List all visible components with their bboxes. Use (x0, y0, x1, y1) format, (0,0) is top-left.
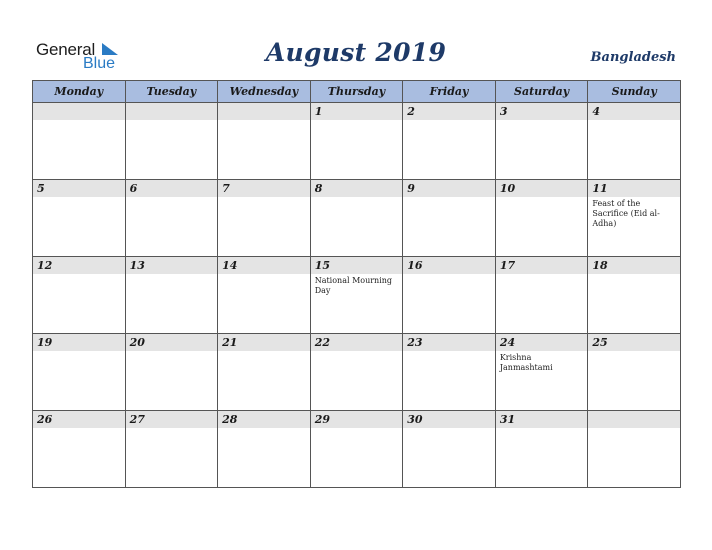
day-number: 27 (126, 411, 218, 428)
day-cell (33, 180, 126, 257)
holiday-note: Feast of the Sacrifice (Eid al-Adha) (592, 199, 660, 228)
day-number: 22 (311, 334, 403, 351)
weekday-header-row (33, 81, 681, 103)
day-cell (495, 411, 588, 488)
day-cell (33, 334, 126, 411)
day-cell (588, 180, 681, 257)
holiday-note (588, 351, 680, 353)
calendar-grid (32, 80, 681, 488)
day-number: 7 (218, 180, 310, 197)
logo-text-blue: Blue (83, 55, 116, 72)
day-number: 4 (588, 103, 680, 120)
holiday-note (403, 351, 495, 353)
holiday-note (496, 274, 588, 276)
day-cell (588, 411, 681, 488)
day-number: 13 (126, 257, 218, 274)
day-number: 31 (496, 411, 588, 428)
day-number: 21 (218, 334, 310, 351)
holiday-note (403, 120, 495, 122)
holiday-note (218, 428, 310, 430)
holiday-note (126, 274, 218, 276)
day-cell (495, 334, 588, 411)
week-row (33, 257, 681, 334)
day-cell (403, 180, 496, 257)
day-number: 8 (311, 180, 403, 197)
day-cell (403, 257, 496, 334)
day-cell (218, 257, 311, 334)
day-cell (310, 257, 403, 334)
day-cell (588, 257, 681, 334)
day-number: 16 (403, 257, 495, 274)
weekday-header-saturday: Saturday (495, 81, 588, 103)
holiday-note (33, 274, 125, 276)
day-cell (125, 180, 218, 257)
day-number: 12 (33, 257, 125, 274)
day-cell (403, 334, 496, 411)
day-cell (403, 411, 496, 488)
holiday-note (126, 351, 218, 353)
holiday-note (311, 120, 403, 122)
holiday-note (311, 197, 403, 199)
holiday-note (218, 274, 310, 276)
day-number: 1 (311, 103, 403, 120)
holiday-note: Krishna Janmashtami (499, 353, 553, 372)
logo-flag-icon (100, 42, 120, 56)
holiday-note (403, 274, 495, 276)
holiday-note (218, 351, 310, 353)
day-cell (33, 257, 126, 334)
holiday-note (311, 351, 403, 353)
day-cell (403, 103, 496, 180)
day-cell (588, 103, 681, 180)
week-row (33, 334, 681, 411)
holiday-note: National Mourning Day (314, 276, 393, 295)
calendar-title: August 2019 (265, 38, 447, 67)
weekday-header-wednesday: Wednesday (218, 81, 311, 103)
holiday-note (33, 351, 125, 353)
day-number (218, 103, 310, 120)
day-cell (33, 411, 126, 488)
week-row (33, 180, 681, 257)
holiday-note (218, 197, 310, 199)
holiday-note (126, 428, 218, 430)
week-row (33, 411, 681, 488)
day-number: 25 (588, 334, 680, 351)
holiday-note (403, 428, 495, 430)
holiday-note (496, 120, 588, 122)
week-row (33, 103, 681, 180)
day-number (588, 411, 680, 428)
holiday-note (403, 197, 495, 199)
day-cell (588, 334, 681, 411)
holiday-note (126, 120, 218, 122)
day-cell (218, 334, 311, 411)
generalblue-logo (36, 38, 136, 74)
weekday-header-thursday: Thursday (310, 81, 403, 103)
weekday-header-tuesday: Tuesday (125, 81, 218, 103)
country-name: Bangladesh (590, 50, 676, 65)
day-number: 20 (126, 334, 218, 351)
day-cell (310, 180, 403, 257)
day-cell (495, 257, 588, 334)
holiday-note (33, 428, 125, 430)
day-number (33, 103, 125, 120)
day-cell (218, 103, 311, 180)
day-cell (125, 257, 218, 334)
logo-text-general: General (36, 40, 96, 59)
day-number: 5 (33, 180, 125, 197)
day-number (126, 103, 218, 120)
day-number: 29 (311, 411, 403, 428)
day-cell (218, 180, 311, 257)
holiday-note (588, 274, 680, 276)
day-cell (310, 334, 403, 411)
day-cell (495, 180, 588, 257)
day-number: 30 (403, 411, 495, 428)
day-number: 19 (33, 334, 125, 351)
holiday-note (311, 428, 403, 430)
day-cell (125, 103, 218, 180)
day-number: 18 (588, 257, 680, 274)
day-cell (125, 411, 218, 488)
day-number: 26 (33, 411, 125, 428)
holiday-note (33, 120, 125, 122)
day-cell (218, 411, 311, 488)
holiday-note (588, 428, 680, 430)
day-cell (33, 103, 126, 180)
day-number: 15 (311, 257, 403, 274)
weekday-header-monday: Monday (33, 81, 126, 103)
day-cell (495, 103, 588, 180)
day-number: 10 (496, 180, 588, 197)
day-number: 23 (403, 334, 495, 351)
holiday-note (588, 120, 680, 122)
day-number: 28 (218, 411, 310, 428)
day-cell (310, 103, 403, 180)
day-number: 11 (588, 180, 680, 197)
day-number: 17 (496, 257, 588, 274)
day-number: 2 (403, 103, 495, 120)
holiday-note (496, 197, 588, 199)
day-number: 14 (218, 257, 310, 274)
holiday-note (33, 197, 125, 199)
day-number: 24 (496, 334, 588, 351)
holiday-note (496, 428, 588, 430)
day-number: 3 (496, 103, 588, 120)
day-number: 9 (403, 180, 495, 197)
day-number: 6 (126, 180, 218, 197)
holiday-note (218, 120, 310, 122)
weekday-header-sunday: Sunday (588, 81, 681, 103)
weekday-header-friday: Friday (403, 81, 496, 103)
day-cell (310, 411, 403, 488)
holiday-note (126, 197, 218, 199)
day-cell (125, 334, 218, 411)
